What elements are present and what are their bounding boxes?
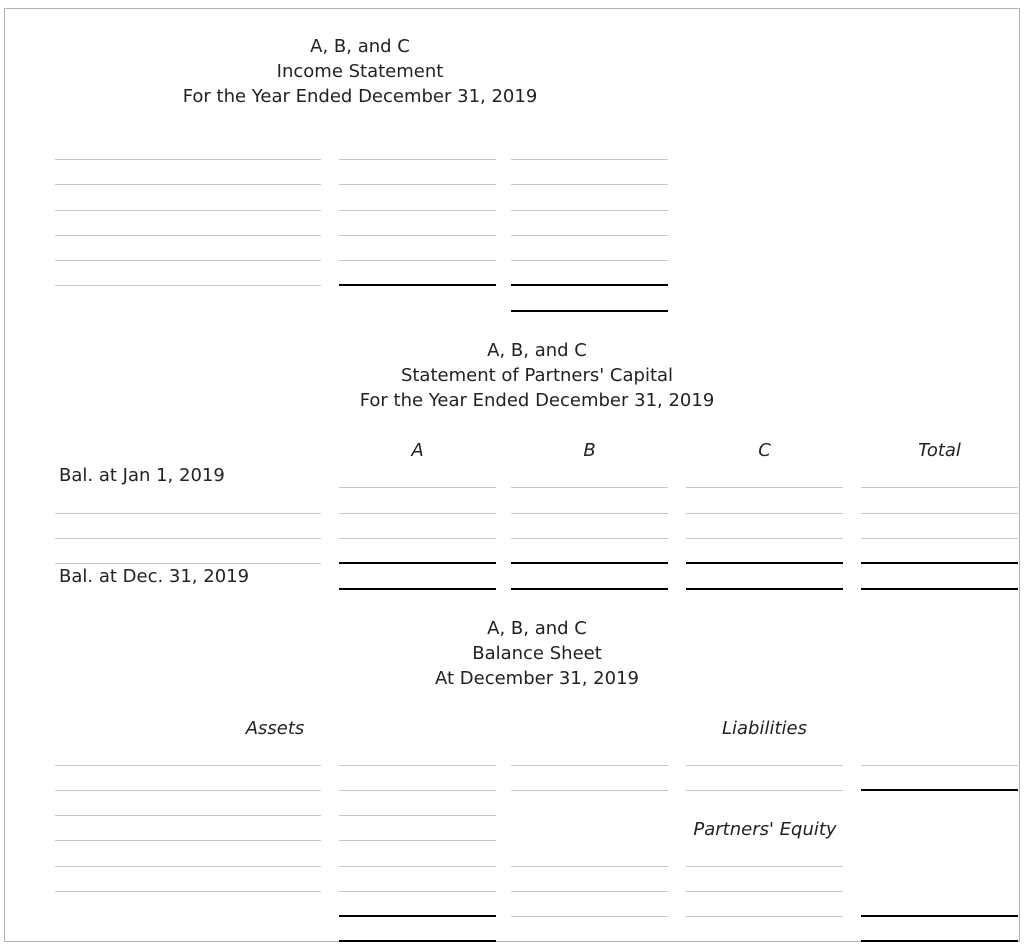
- balance-period: At December 31, 2019: [435, 668, 639, 689]
- equity-amount-line: [686, 866, 843, 867]
- balance-sheet-heading: [237, 616, 837, 691]
- income-description-line: [55, 260, 321, 261]
- column-header-total: Total: [918, 440, 961, 461]
- capital-description-line: [55, 513, 321, 514]
- capital-grand-total-line: [861, 588, 1018, 590]
- capital-total-subtotal-line: [861, 562, 1018, 564]
- income-total-line: [511, 210, 668, 211]
- income-amount-line: [339, 210, 496, 211]
- income-statement-heading: [60, 34, 660, 109]
- capital-total-line: [861, 538, 1018, 539]
- income-subtotal-line: [511, 284, 668, 286]
- income-subtotal-line: [339, 284, 496, 286]
- asset-description-line: [55, 866, 321, 867]
- capital-c-subtotal-line: [686, 562, 843, 564]
- capital-c-line: [686, 538, 843, 539]
- capital-c-total-line: [686, 588, 843, 590]
- income-description-line: [55, 184, 321, 185]
- capital-description-line: [55, 563, 321, 564]
- total-liabilities-equity-line: [861, 940, 1018, 942]
- column-header-b: B: [583, 440, 596, 461]
- asset-description-line: [55, 815, 321, 816]
- capital-statement-heading: [237, 338, 837, 413]
- asset-description-line: [55, 891, 321, 892]
- asset-description-line: [55, 765, 321, 766]
- capital-description-line: [55, 538, 321, 539]
- balance-company-name: A, B, and C: [487, 618, 587, 639]
- capital-total-line: [861, 487, 1018, 488]
- row-label-closing-balance: Bal. at Dec. 31, 2019: [59, 566, 250, 587]
- equity-description-line: [511, 866, 668, 867]
- liability-description-line: [511, 790, 668, 791]
- income-description-line: [55, 159, 321, 160]
- income-period: For the Year Ended December 31, 2019: [182, 86, 538, 107]
- income-company-name: A, B, and C: [310, 36, 410, 57]
- income-amount-line: [339, 184, 496, 185]
- liability-amount-line: [686, 790, 843, 791]
- liability-total-line: [861, 765, 1018, 766]
- liabilities-heading: Liabilities: [722, 718, 807, 739]
- income-amount-line: [339, 235, 496, 236]
- income-total-line: [511, 260, 668, 261]
- capital-b-subtotal-line: [511, 562, 668, 564]
- capital-a-subtotal-line: [339, 562, 496, 564]
- income-amount-line: [339, 260, 496, 261]
- capital-b-line: [511, 538, 668, 539]
- income-description-line: [55, 235, 321, 236]
- total-assets-line: [339, 940, 496, 942]
- capital-a-total-line: [339, 588, 496, 590]
- income-description-line: [55, 285, 321, 286]
- capital-a-line: [339, 538, 496, 539]
- row-label-opening-balance: Bal. at Jan 1, 2019: [59, 465, 225, 486]
- asset-description-line: [55, 790, 321, 791]
- equity-amount-line: [686, 891, 843, 892]
- capital-total-line: [861, 513, 1018, 514]
- total-liabilities-line: [861, 789, 1018, 791]
- equity-subtotal-line: [861, 915, 1018, 917]
- asset-amount-line: [339, 891, 496, 892]
- income-description-line: [55, 210, 321, 211]
- equity-amount-line: [686, 916, 843, 917]
- capital-statement-name: Statement of Partners' Capital: [400, 365, 674, 386]
- income-total-line: [511, 159, 668, 160]
- asset-subtotal-line: [339, 915, 496, 917]
- column-header-c: C: [758, 440, 771, 461]
- column-header-a: A: [411, 440, 424, 461]
- capital-b-line: [511, 513, 668, 514]
- income-total-line: [511, 235, 668, 236]
- asset-amount-line: [339, 866, 496, 867]
- income-total-line: [511, 184, 668, 185]
- asset-amount-line: [339, 790, 496, 791]
- asset-amount-line: [339, 765, 496, 766]
- asset-amount-line: [339, 840, 496, 841]
- assets-heading: Assets: [245, 718, 305, 739]
- capital-a-line: [339, 487, 496, 488]
- liability-description-line: [511, 765, 668, 766]
- asset-amount-line: [339, 815, 496, 816]
- equity-description-line: [511, 891, 668, 892]
- capital-b-total-line: [511, 588, 668, 590]
- capital-period: For the Year Ended December 31, 2019: [359, 390, 715, 411]
- net-income-total-line: [511, 310, 668, 312]
- asset-description-line: [55, 840, 321, 841]
- capital-c-line: [686, 487, 843, 488]
- income-statement-name: Income Statement: [276, 61, 444, 82]
- capital-company-name: A, B, and C: [487, 340, 587, 361]
- equity-description-line: [511, 916, 668, 917]
- partners-equity-heading: Partners' Equity: [693, 819, 837, 840]
- capital-c-line: [686, 513, 843, 514]
- capital-b-line: [511, 487, 668, 488]
- capital-a-line: [339, 513, 496, 514]
- liability-amount-line: [686, 765, 843, 766]
- balance-statement-name: Balance Sheet: [472, 643, 602, 664]
- income-amount-line: [339, 159, 496, 160]
